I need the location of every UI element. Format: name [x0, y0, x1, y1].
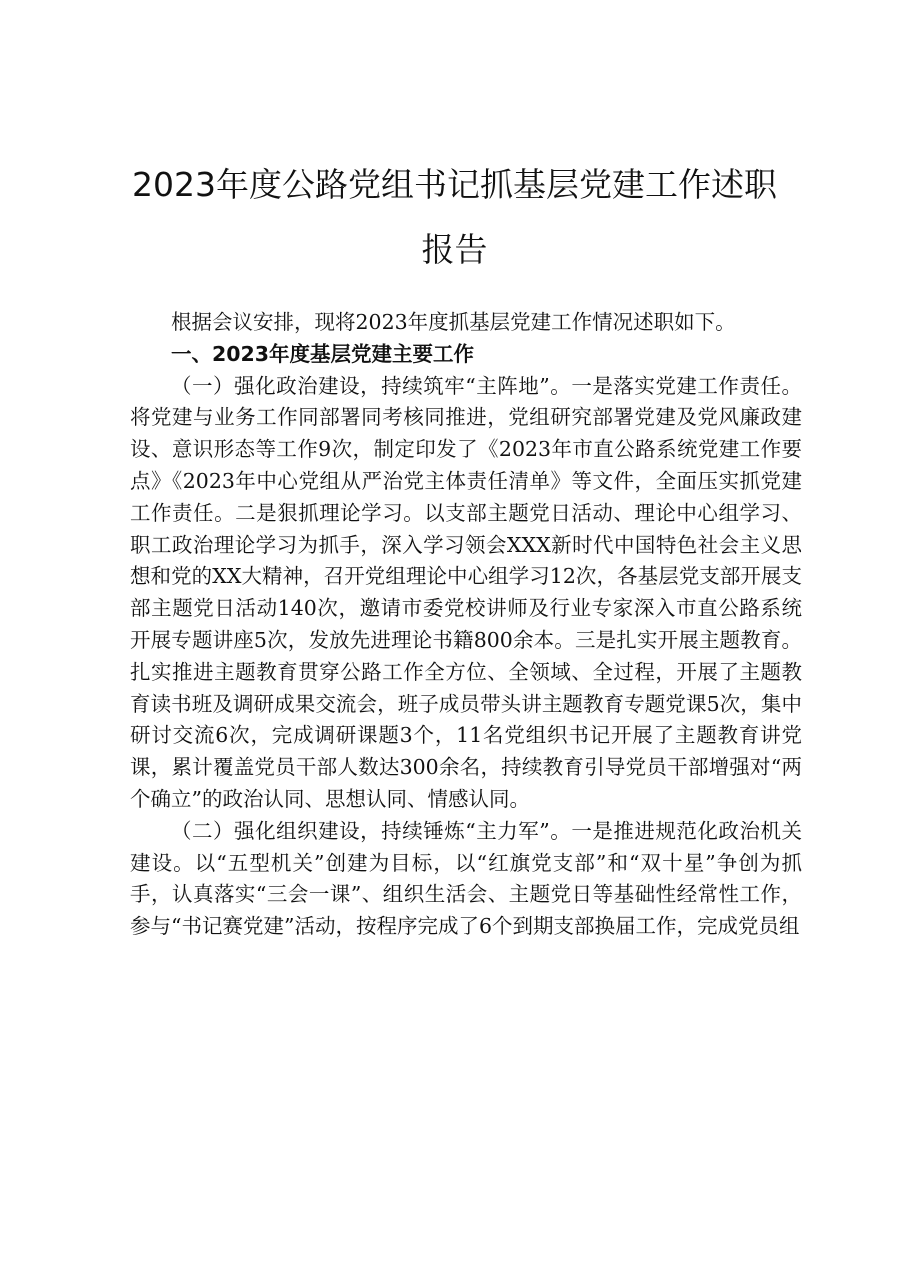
body-paragraph-political: （一）强化政治建设，持续筑牢“主阵地”。一是落实党建工作责任。将党建与业务工作同部署同考核同推进，党组研究部署党建及党风廉政建设、意识形态等工作9次，制定印发了《2023年市直公路系统党建工作要点》《2023年中心党组从严治党主体责任清单》等文件，全面压实抓党建工作责任。二是狠抓理论学习。以支部主题党日活动、理论中心组学习、职工政治理论学习为抓手，深入学习领会XXX新时代中国特色社会主义思想和党的XX大精神，召开党组理论中心组学习12次，各基层党支部开展支部主题党日活动140次，邀请市委党校讲师及行业专家深入市直公路系统开展专题讲座5次，发放先进理论书籍800余本。三是扎实开展主题教育。扎实推进主题教育贯穿公路工作全方位、全领域、全过程，开展了主题教育读书班及调研成果交流会，班子成员带头讲主题教育专题党课5次，集中研讨交流6次，完成调研课题3个，11名党组织书记开展了主题教育讲党课，累计覆盖党员干部人数达300余名，持续教育引导党员干部增强对“两个确立”的政治认同、思想认同、情感认同。	[130, 373, 802, 811]
intro-paragraph: 根据会议安排，现将2023年度抓基层党建工作情况述职如下。	[171, 310, 736, 334]
document-body	[130, 307, 802, 943]
document-title-line-1: 2023年度公路党组书记抓基层党建工作述职	[132, 165, 777, 204]
section-heading: 一、2023年度基层党建主要工作	[171, 341, 475, 366]
document-title-line-2: 报告	[421, 230, 488, 269]
body-paragraph-organization: （二）强化组织建设，持续锤炼“主力军”。一是推进规范化政治机关建设。以“五型机关”创建为目标，以“红旗党支部”和“双十星”争创为抓手，认真落实“三会一课”、组织生活会、主题党日等基础性经常性工作，参与“书记赛党建”活动，按程序完成了6个到期支部换届工作，完成党员组	[130, 818, 802, 939]
